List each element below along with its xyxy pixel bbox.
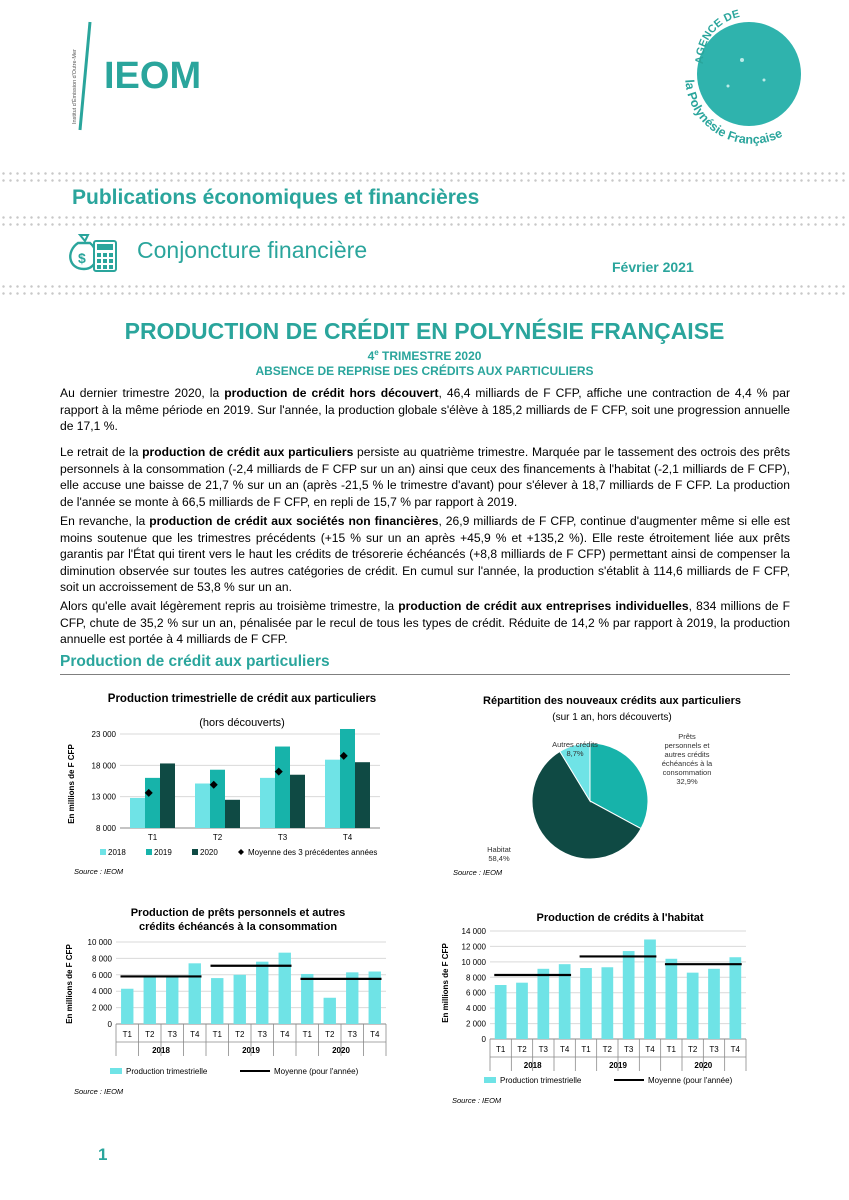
dotted-divider-middle	[0, 214, 849, 228]
chart3-x-label: T4	[730, 1045, 741, 1054]
chart0-bar-2020	[355, 762, 370, 828]
chart3-x-label: T1	[581, 1045, 591, 1054]
chart3-x-label: T1	[666, 1045, 677, 1054]
chart3-ytick-label: 2 000	[465, 1019, 486, 1029]
chart2-bar	[166, 976, 178, 1024]
logo-stroke	[80, 22, 90, 130]
chart2-ytick-label: 8 000	[91, 954, 112, 964]
chart0-bar-2018	[325, 760, 340, 828]
legend-average: Moyenne (pour l'année)	[274, 1067, 359, 1076]
paragraph-overall: Au dernier trimestre 2020, la production de crédit hors découvert, 46,4 milliards de F CFP, affiche une contraction de 4,4 % par rapport à la même période en 2019. Sur l'année, la production globale s'élève à 185,2 milliards de F CFP, soit une progression annuelle de 17,1 %.	[60, 386, 791, 434]
paragraph-individuals: Le retrait de la production de crédit aux particuliers persiste au quatrième trimestre. Marquée par le tassement des octrois des prêts personnels à la consommation (-2,4 milliards de F CFP sur un an) ainsi que ceux des financements à l'habitat (-2,1 milliards de F CFP), elle accuse une baisse de 21,7 % sur un an (après -21,5 % le trimestre d'avant) pour s'élever à 18,7 milliards de F CFP. La production de l'année se monte à 66,5 milliards de F CFP, en repli de 15,7 % par rapport à 2019.	[60, 445, 791, 509]
chart4-source: Source : IEOM	[452, 1096, 502, 1105]
chart2-x-label: T1	[302, 1030, 312, 1039]
chart3-bar	[516, 983, 528, 1039]
svg-text:échéancés à la: échéancés à la	[661, 759, 713, 768]
legend-2020: 2020	[200, 848, 218, 857]
chart3-bar	[729, 957, 741, 1039]
chart0-ytick-label: 23 000	[91, 730, 116, 739]
agency-top-label: AGENCE DE	[693, 7, 741, 65]
chart2-year-label: 2019	[242, 1046, 260, 1055]
chart0-bar-2018	[130, 798, 145, 828]
chart2-bar	[144, 977, 156, 1024]
chart4-title: Production de crédits à l'habitat	[536, 912, 704, 924]
chart3-x-label: T2	[687, 1045, 698, 1054]
chart3-bar	[708, 969, 720, 1039]
chart2-source: Source : IEOM	[453, 868, 503, 877]
svg-text:Autres crédits: Autres crédits	[552, 740, 598, 749]
legend-average: Moyenne des 3 précédentes années	[248, 848, 378, 857]
chart3-bar	[623, 951, 635, 1039]
ieom-logo	[60, 12, 220, 137]
pie-label-housing	[487, 845, 512, 863]
chart0-bar-2019	[210, 770, 225, 828]
chart3-year-label: 2018	[523, 1061, 542, 1070]
chart2-ytick-label: 10 000	[87, 938, 112, 947]
chart2-ytick-label: 2 000	[91, 1003, 112, 1013]
svg-text:32,9%: 32,9%	[676, 777, 698, 786]
chart2-bar	[121, 989, 133, 1024]
chart2-x-label: T4	[190, 1030, 200, 1039]
chart3-title-line1: Production de prêts personnels et autres	[130, 907, 346, 919]
publication-date: Février 2021	[612, 259, 694, 275]
chart-housing-loans	[440, 905, 770, 1110]
chart1-title: Production trimestrielle de crédit aux particuliers	[107, 693, 377, 705]
section-rule	[60, 674, 790, 675]
chart3-bar	[580, 968, 592, 1039]
chart2-year-label: 2018	[152, 1046, 170, 1055]
chart2-x-label: T4	[280, 1030, 290, 1039]
chart4-legend	[484, 1076, 733, 1085]
chart3-ytick-label: 6 000	[465, 988, 486, 998]
chart2-x-label: T3	[257, 1030, 267, 1039]
chart3-x-label: T2	[602, 1045, 613, 1054]
chart0-bar-2020	[290, 775, 305, 828]
chart3-x-label: T1	[495, 1045, 506, 1054]
chart2-bar	[234, 975, 246, 1024]
chart2-bar	[279, 953, 291, 1024]
chart2-subtitle: (sur 1 an, hors découverts)	[552, 712, 672, 723]
page-number: 1	[98, 1145, 108, 1164]
main-title: PRODUCTION DE CRÉDIT EN POLYNÉSIE FRANÇAISE	[124, 318, 725, 344]
paragraph-companies: En revanche, la production de crédit aux sociétés non financières, 26,9 milliards de F CFP, continue d'augmenter même si elle est moins soutenue que les trimestres précédents (+15 % sur un an après +45,9 % et +135,2 %). Elle reste étroitement liée aux prêts garantis par l'État qui tirent vers le haut les crédits de trésorerie échéancés (+8,8 milliards de F CFP) permettant ainsi de compenser la diminution observée sur toutes les autres catégories de crédit. En cumul sur l'année, la production s'établit à 114,6 milliards de F CFP, soit un accroissement de 53,8 % sur un an.	[60, 514, 790, 595]
chart2-bar	[211, 978, 223, 1024]
chart0-bar-2019	[145, 778, 160, 828]
svg-text:8,7%: 8,7%	[566, 749, 584, 758]
chart3-ytick-label: 8 000	[465, 973, 486, 983]
chart3-bar	[495, 985, 507, 1039]
chart2-bar	[346, 972, 358, 1024]
legend-2018: 2018	[108, 848, 126, 857]
chart2-bar	[301, 974, 313, 1024]
chart2-x-label: T1	[122, 1030, 132, 1039]
chart1-subtitle: (hors découverts)	[199, 717, 285, 729]
svg-text:$: $	[78, 250, 86, 266]
chart-quarterly-production	[60, 684, 400, 880]
chart0-bar-2018	[260, 778, 275, 828]
section-heading: Production de crédit aux particuliers	[60, 653, 330, 670]
chart-new-credit-split	[445, 684, 745, 880]
svg-text:autres crédits: autres crédits	[664, 750, 710, 759]
chart0-bar-2020	[225, 800, 240, 828]
subtitle-headline: ABSENCE DE REPRISE DES CRÉDITS AUX PARTICULIERS	[255, 364, 594, 378]
chart3-ylabel: En millions de F CFP	[65, 944, 74, 1024]
chart2-bar	[256, 962, 268, 1024]
svg-text:58,4%: 58,4%	[488, 854, 510, 863]
chart2-x-label: T3	[347, 1030, 357, 1039]
chart3-ytick-label: 4 000	[465, 1004, 486, 1014]
chart0-ytick-label: 18 000	[91, 761, 116, 771]
chart-consumer-loans	[60, 900, 400, 1100]
chart3-ytick-label: 10 000	[461, 957, 486, 967]
chart0-bar-2019	[275, 747, 290, 828]
publication-title: Publications économiques et financières	[72, 186, 480, 209]
legend-2019: 2019	[154, 848, 172, 857]
chart0-bar-2019	[340, 729, 355, 828]
pie-label-consumer	[662, 732, 713, 786]
chart3-title-line2: crédits échéancés à la consommation	[138, 921, 338, 933]
chart0-x-label: T3	[277, 833, 288, 842]
chart3-bar	[687, 973, 699, 1039]
chart3-x-label: T2	[517, 1045, 527, 1054]
agency-bottom-label: la Polynésie Française	[682, 78, 785, 147]
chart3-ytick-label: 0	[481, 1035, 486, 1044]
chart3-source: Source : IEOM	[74, 1087, 124, 1096]
chart3-bar	[665, 959, 677, 1039]
agency-logo	[676, 0, 826, 170]
chart1-source: Source : IEOM	[74, 867, 124, 876]
legend-average: Moyenne (pour l'année)	[648, 1076, 733, 1085]
section-title: Conjoncture financière	[137, 237, 368, 263]
chart3-year-label: 2020	[694, 1061, 713, 1070]
dotted-divider-bottom	[0, 283, 849, 297]
chart0-x-label: T1	[147, 833, 158, 842]
chart3-bar	[537, 969, 549, 1039]
paragraph-sole-traders: Alors qu'elle avait légèrement repris au troisième trimestre, la production de crédit aux entreprises individuelles, 834 millions de F CFP, chute de 35,2 % sur un an, pénalisée par le recul de tous les types de crédit. Réduite de 14,2 % par rapport à 2019, la production annuelle est portée à 4 milliards de F CFP.	[60, 599, 790, 647]
chart2-x-label: T2	[145, 1030, 155, 1039]
chart2-title: Répartition des nouveaux crédits aux particuliers	[483, 695, 741, 707]
chart3-ytick-label: 14 000	[461, 927, 486, 936]
chart0-bar-2020	[160, 763, 175, 828]
chart3-ytick-label: 12 000	[461, 942, 486, 952]
logo-caption: Institut d'Émission d'Outre-Mer	[72, 49, 78, 124]
chart1-ylabel: En millions de F CFP	[67, 744, 76, 824]
svg-text:consommation: consommation	[662, 768, 712, 777]
chart1-legend	[100, 848, 377, 857]
chart2-ytick-label: 6 000	[91, 970, 112, 980]
chart3-x-label: T3	[538, 1045, 549, 1054]
legend-quarterly: Production trimestrielle	[126, 1067, 208, 1076]
legend-quarterly: Production trimestrielle	[500, 1076, 582, 1085]
chart2-x-label: T1	[212, 1030, 222, 1039]
chart0-ytick-label: 13 000	[91, 792, 116, 802]
chart2-bar	[189, 963, 201, 1024]
svg-text:Habitat: Habitat	[487, 845, 511, 854]
chart3-bar	[601, 967, 613, 1039]
chart3-x-label: T3	[709, 1045, 719, 1054]
dotted-divider-top	[0, 170, 849, 184]
subtitle-quarter: 4e TRIMESTRE 2020	[367, 348, 482, 363]
chart3-x-label: T4	[559, 1045, 570, 1054]
chart3-x-label: T4	[645, 1045, 655, 1054]
chart0-ytick-label: 8 000	[95, 824, 116, 833]
chart3-legend	[110, 1067, 359, 1076]
chart3-bar	[644, 939, 656, 1039]
chart2-x-label: T4	[370, 1030, 380, 1039]
chart2-bar	[324, 998, 336, 1024]
svg-text:Prêts: Prêts	[678, 732, 696, 741]
logo-name: IEOM	[104, 55, 202, 97]
svg-text:personnels et: personnels et	[664, 741, 710, 750]
chart3-x-label: T3	[623, 1045, 634, 1054]
chart3-year-label: 2019	[609, 1061, 627, 1070]
chart2-ytick-label: 0	[107, 1020, 112, 1029]
chart2-x-label: T2	[235, 1030, 245, 1039]
chart0-x-label: T4	[342, 833, 353, 842]
chart2-year-label: 2020	[332, 1046, 350, 1055]
chart2-ytick-label: 4 000	[91, 987, 112, 997]
chart0-x-label: T2	[212, 833, 223, 842]
money-bag-calculator-icon	[66, 225, 120, 275]
chart0-bar-2018	[195, 784, 210, 828]
chart4-ylabel: En millions de F CFP	[441, 943, 450, 1023]
chart2-x-label: T2	[325, 1030, 335, 1039]
chart2-x-label: T3	[167, 1030, 177, 1039]
